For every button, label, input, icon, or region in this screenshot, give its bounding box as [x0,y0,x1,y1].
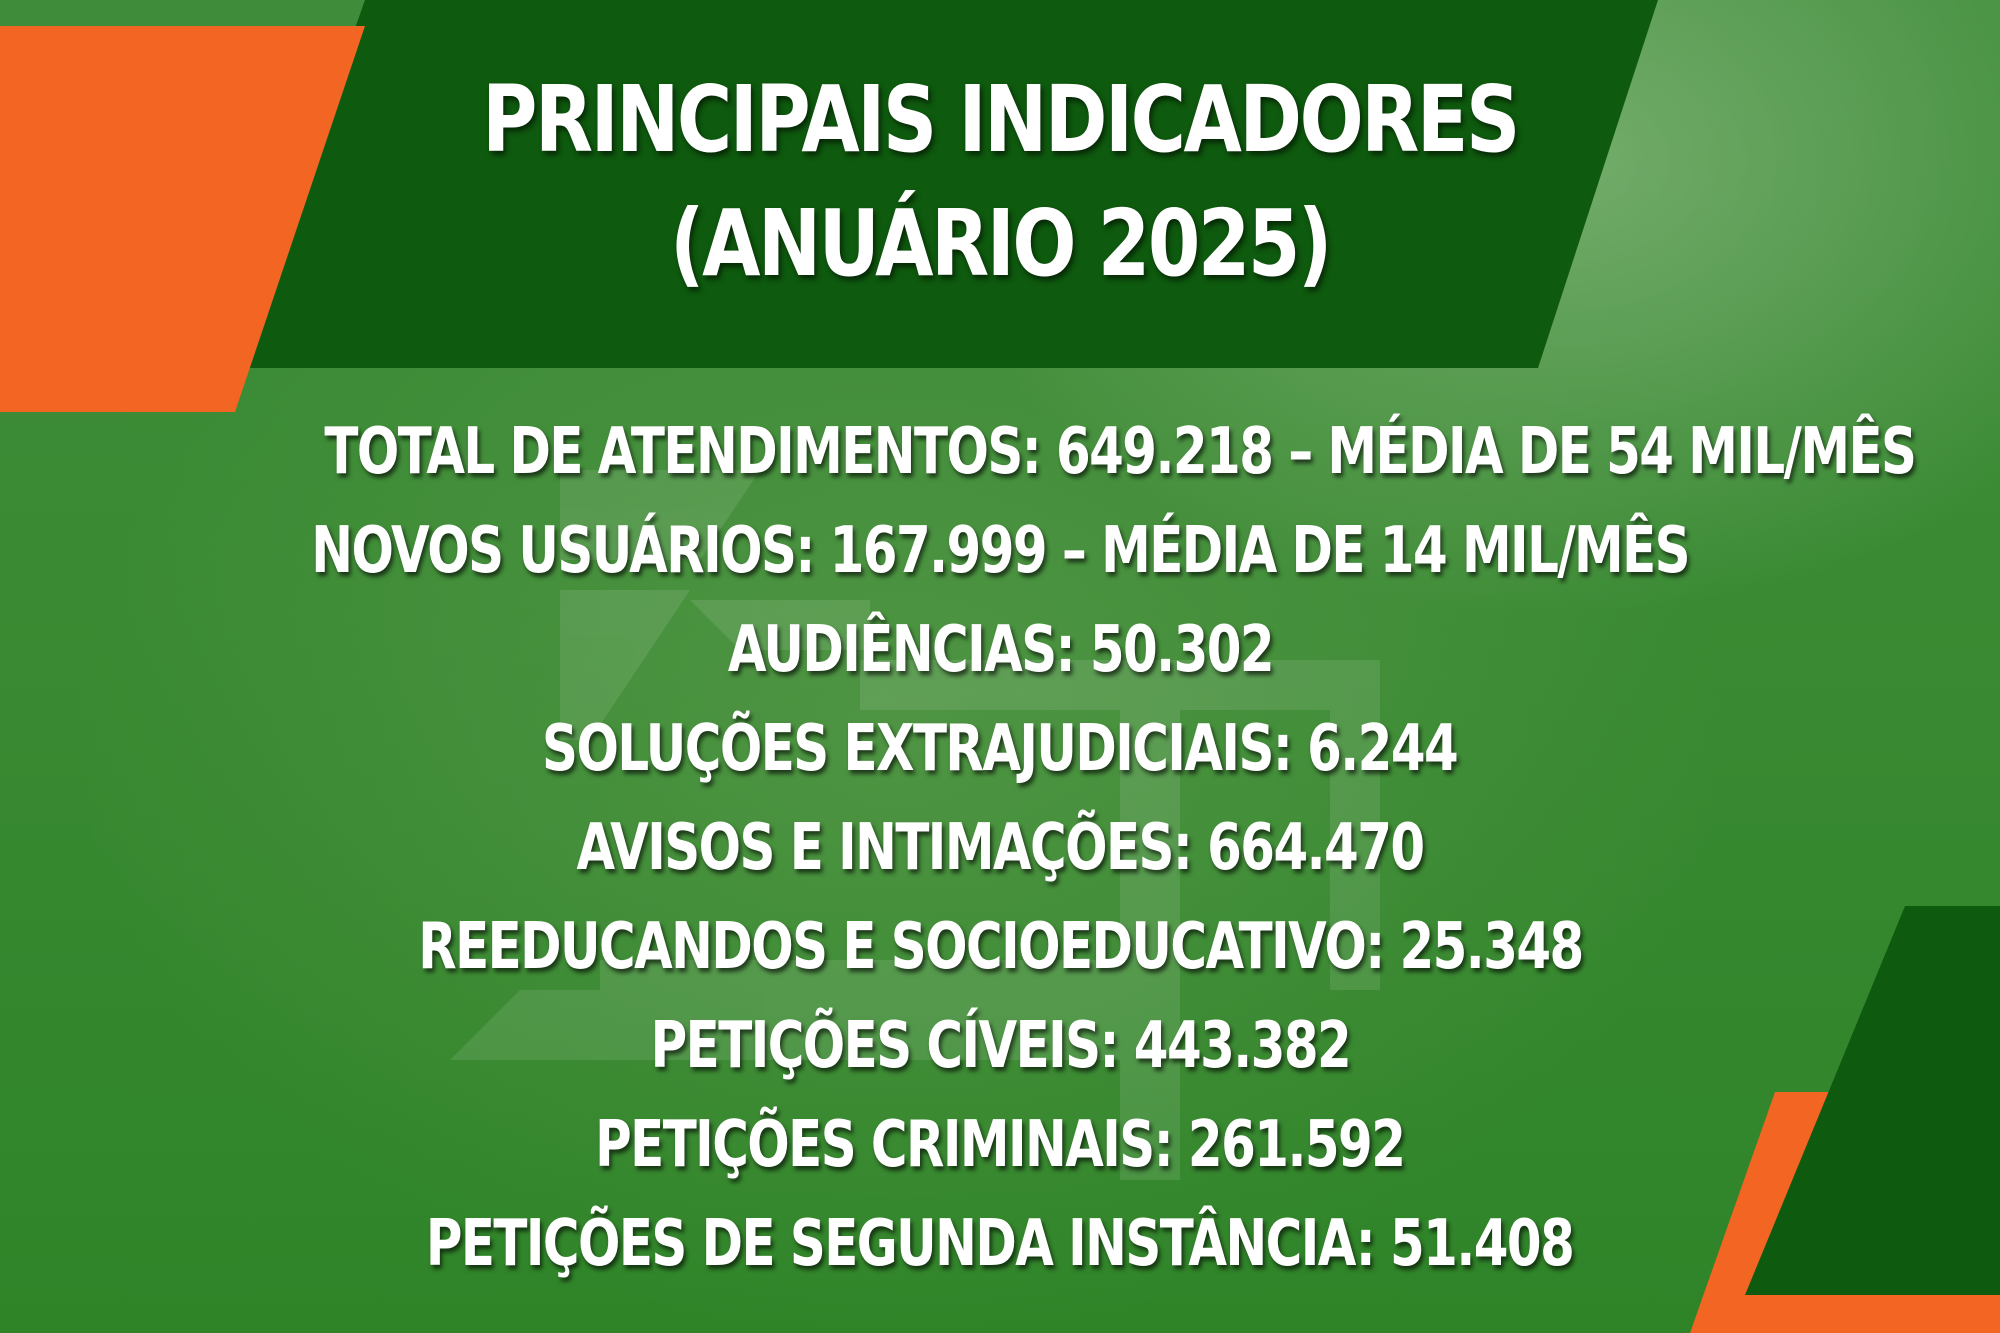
indicator-list [100,403,1916,1294]
indicator-text: TOTAL DE ATENDIMENTOS: 649.218 – MÉDIA DE 54 MIL/MÊS [324,415,1916,489]
title-line-2: (ANUÁRIO 2025) [670,190,1330,297]
indicator-text: PETIÇÕES DE SEGUNDA INSTÂNCIA: 51.408 [426,1207,1574,1281]
indicator-reeducandos [100,898,1900,997]
indicator-text: PETIÇÕES CRIMINAIS: 261.592 [595,1108,1405,1182]
indicator-text: SOLUÇÕES EXTRAJUDICIAIS: 6.244 [542,712,1458,786]
indicator-peticoes-civeis [100,997,1900,1096]
indicator-peticoes-criminais [100,1096,1900,1195]
indicator-novos-usuarios [100,502,1900,601]
indicator-solucoes-extrajudiciais [100,700,1900,799]
indicator-text: AVISOS E INTIMAÇÕES: 664.470 [576,811,1424,885]
indicator-peticoes-segunda-instancia [100,1195,1900,1294]
indicator-text: NOVOS USUÁRIOS: 167.999 – MÉDIA DE 14 MIL/MÊS [311,514,1689,588]
indicator-total-atendimentos [100,403,1916,502]
indicator-audiencias [100,601,1900,700]
indicator-text: REEDUCANDOS E SOCIOEDUCATIVO: 25.348 [417,910,1583,984]
indicator-text: PETIÇÕES CÍVEIS: 443.382 [650,1009,1350,1083]
indicator-text: AUDIÊNCIAS: 50.302 [727,613,1273,687]
indicator-avisos-intimacoes [100,799,1900,898]
page-title [240,58,1760,306]
title-line-1: PRINCIPAIS INDICADORES [482,66,1518,173]
